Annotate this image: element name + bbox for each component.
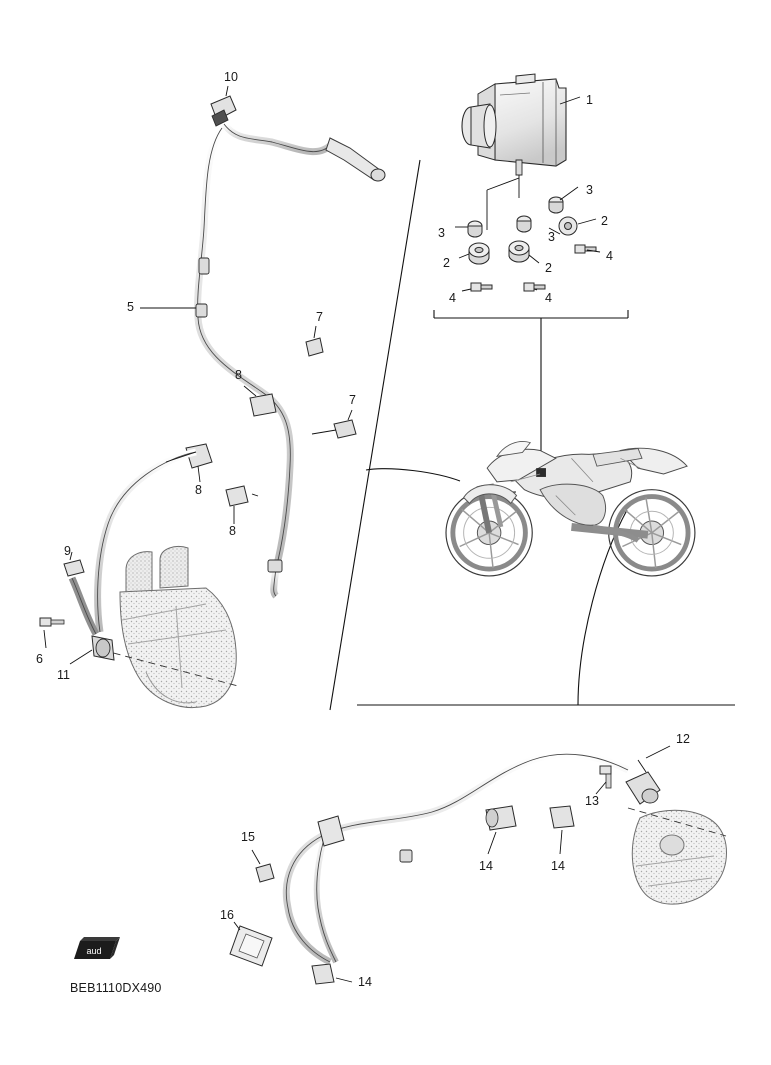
callout-7-b: 7 (349, 393, 356, 407)
callout-12: 12 (676, 732, 690, 746)
callout-16: 16 (220, 908, 234, 922)
callout-2-a: 2 (601, 214, 608, 228)
callout-4-b: 4 (449, 291, 456, 305)
callout-4-c: 4 (545, 291, 552, 305)
callout-9: 9 (64, 544, 71, 558)
callout-13: 13 (585, 794, 599, 808)
callout-8-c: 8 (229, 524, 236, 538)
callout-3-c: 3 (548, 230, 555, 244)
callout-8-a: 8 (235, 368, 242, 382)
callout-10: 10 (224, 70, 238, 84)
callout-3-b: 3 (438, 226, 445, 240)
callout-7-a: 7 (316, 310, 323, 324)
callout-2-b: 2 (443, 256, 450, 270)
callout-6: 6 (36, 652, 43, 666)
callout-4-a: 4 (606, 249, 613, 263)
part-code-label: BEB1110DX490 (70, 981, 162, 995)
callout-5: 5 (127, 300, 134, 314)
callout-14-a: 14 (479, 859, 493, 873)
callout-1: 1 (586, 93, 593, 107)
callout-8-b: 8 (195, 483, 202, 497)
callout-2-c: 2 (545, 261, 552, 275)
callout-15: 15 (241, 830, 255, 844)
callout-11: 11 (57, 668, 70, 682)
callout-3-a: 3 (586, 183, 593, 197)
svg-text:aud: aud (86, 946, 102, 956)
callout-14-c: 14 (358, 975, 372, 989)
callout-14-b: 14 (551, 859, 565, 873)
brand-logo (70, 935, 122, 969)
